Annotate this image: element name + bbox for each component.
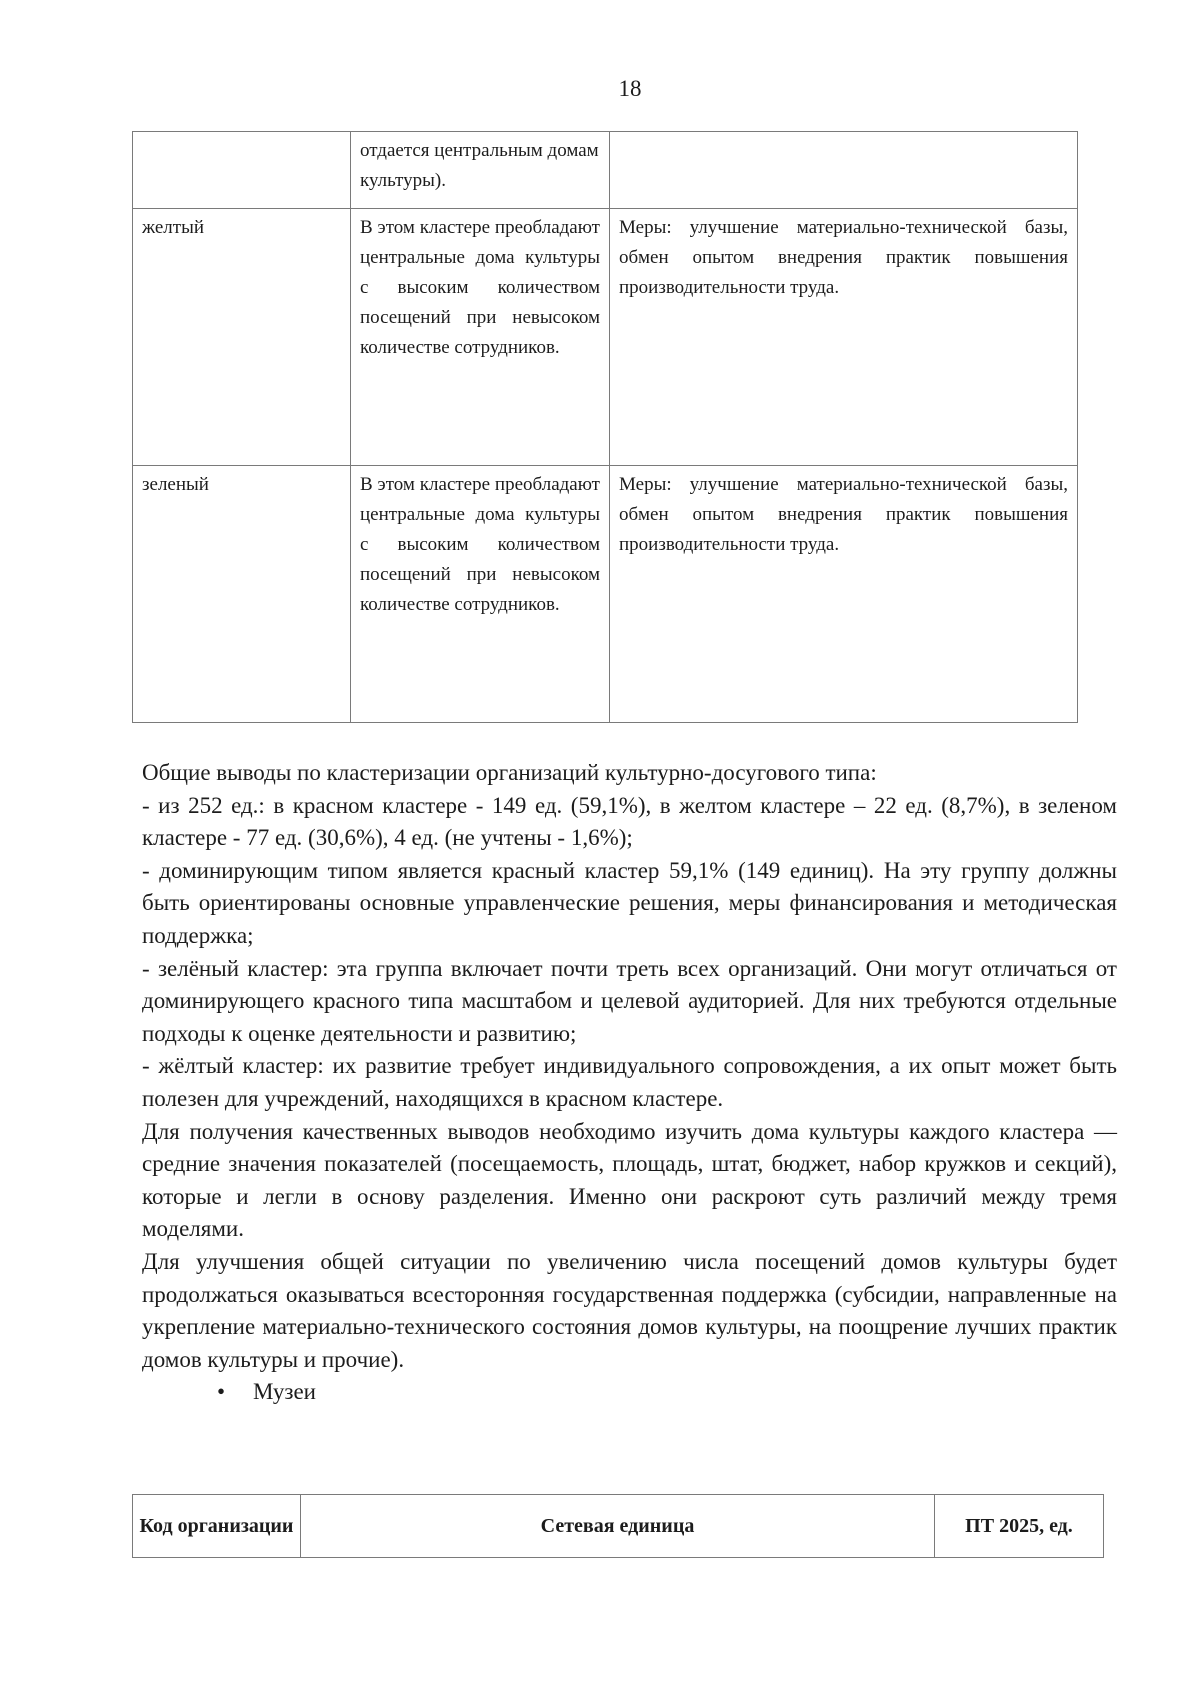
museum-table — [132, 1494, 1104, 1558]
cluster-measures-cell: Меры: улучшение материально-технической базы, обмен опытом внедрения практик повышения производительности труда. — [610, 209, 1078, 466]
cluster-name-cell: желтый — [133, 209, 351, 466]
table-header-row — [133, 1495, 1104, 1558]
conclusions-text — [142, 757, 1117, 1409]
column-header: Сетевая единица — [301, 1495, 935, 1558]
conclusion-item: - зелёный кластер: эта группа включает почти треть всех организаций. Они могут отличаться от доминирующего красного типа масштабом и целевой аудиторией. Для них требуются отдельные подходы к оценке деятельности и развитию; — [142, 955, 1117, 1046]
cluster-name-cell — [133, 132, 351, 209]
conclusion-item: - из 252 ед.: в красном кластере - 149 ед. (59,1%), в желтом кластере – 22 ед. (8,7%), в зеленом кластере - 77 ед. (30,6%), 4 ед. (не учтены - 1,6%); — [142, 792, 1117, 851]
cluster-description-cell: В этом кластере преобладают центральные дома культуры с высоким количеством посещений при невысоком количестве сотрудников. — [351, 466, 610, 723]
column-header: Код организации — [133, 1495, 301, 1558]
cluster-description-cell: отдается центральным домам культуры). — [351, 132, 610, 209]
bullet-icon: • — [217, 1379, 226, 1405]
bullet-item — [142, 1376, 1117, 1409]
cluster-table — [132, 131, 1078, 723]
table-row — [133, 132, 1078, 209]
conclusion-item: - доминирующим типом является красный кластер 59,1% (149 единиц). На эту группу должны быть ориентированы основные управленческие решения, меры финансирования и методическая поддержка; — [142, 857, 1117, 948]
table-row — [133, 466, 1078, 723]
conclusion-item: - жёлтый кластер: их развитие требует индивидуального сопровождения, а их опыт может быть полезен для учреждений, находящихся в красном кластере. — [142, 1053, 1117, 1111]
cluster-measures-cell — [610, 132, 1078, 209]
cluster-description-cell: В этом кластере преобладают центральные дома культуры с высоким количеством посещений при невысоком количестве сотрудников. — [351, 209, 610, 466]
bullet-text: Музеи — [253, 1379, 316, 1405]
table-row — [133, 209, 1078, 466]
conclusions-heading: Общие выводы по кластеризации организаций культурно-досугового типа: — [142, 760, 877, 785]
cluster-measures-cell: Меры: улучшение материально-технической базы, обмен опытом внедрения практик повышения производительности труда. — [610, 466, 1078, 723]
paragraph: Для получения качественных выводов необходимо изучить дома культуры каждого кластера — средние значения показателей (посещаемость, площадь, штат, бюджет, набор кружков и секций), которые и легли в основу разделения. Именно они раскроют суть различий между тремя моделями. — [142, 1118, 1117, 1242]
paragraph: Для улучшения общей ситуации по увеличению числа посещений домов культуры будет продолжаться оказываться всесторонняя государственная поддержка (субсидии, направленные на укрепление материально-технического состояния домов культуры, на поощрение лучших практик домов культуры и прочие). — [142, 1248, 1117, 1372]
page-number: 18 — [618, 76, 642, 101]
cluster-name-cell: зеленый — [133, 466, 351, 723]
column-header: ПТ 2025, ед. — [935, 1495, 1104, 1558]
